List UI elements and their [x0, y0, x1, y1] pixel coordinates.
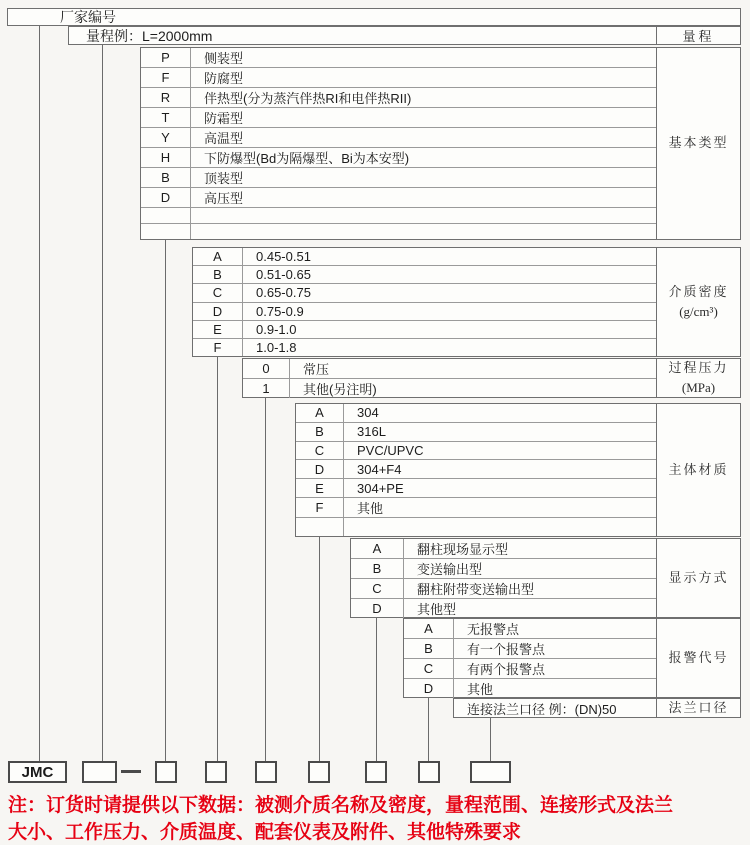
code-slot-box	[470, 761, 511, 783]
code-cell	[296, 518, 344, 536]
section-side-label-line: 法兰口径	[668, 699, 729, 715]
section-rows	[141, 48, 656, 239]
connector-line	[165, 240, 166, 761]
table-row	[296, 479, 656, 498]
table-row	[141, 88, 656, 108]
factory-number-label: 厂家编号	[60, 9, 116, 25]
connector-line	[217, 357, 218, 761]
description-cell: 有两个报警点	[467, 662, 546, 677]
table-row	[351, 599, 656, 618]
description-cell: 316L	[357, 424, 386, 440]
code-cell: B	[193, 266, 243, 283]
code-cell: A	[193, 248, 243, 265]
code-cell: F	[296, 498, 344, 517]
description-cell: 连接法兰口径 例：(DN)50	[467, 702, 617, 717]
description-cell: 侧装型	[204, 51, 244, 66]
description-cell: 304+F4	[357, 461, 402, 477]
table-row	[296, 404, 656, 423]
connector-line	[376, 618, 377, 761]
code-slot-box	[82, 761, 117, 783]
description-cell: 有一个报警点	[467, 642, 546, 657]
table-row	[351, 579, 656, 599]
section-basic-type	[140, 47, 741, 240]
table-row	[141, 128, 656, 148]
dash-separator	[121, 770, 141, 773]
section-side-label-line: 报警代号	[668, 649, 729, 665]
description-cell: 高温型	[204, 131, 244, 146]
code-cell: B	[141, 168, 191, 187]
code-cell: A	[296, 404, 344, 422]
table-row	[141, 148, 656, 168]
code-slot-box	[255, 761, 277, 783]
description-cell: 304	[357, 405, 379, 421]
description-cell: 防霜型	[204, 111, 244, 126]
model-prefix-box: JMC	[8, 761, 67, 783]
section-side-label	[656, 619, 740, 697]
section-side-label-line: 过程压力	[668, 359, 729, 375]
code-cell: A	[404, 619, 454, 638]
description-cell: 翻柱现场显示型	[417, 542, 509, 557]
description-cell: 0.9-1.0	[256, 321, 297, 337]
range-side-label: 量程	[656, 27, 740, 44]
section-rows	[351, 539, 656, 617]
code-cell: 1	[243, 379, 290, 398]
code-cell: 0	[243, 359, 290, 378]
section-flange-size	[453, 698, 741, 718]
description-cell: 其他	[357, 501, 384, 517]
table-row	[193, 303, 656, 321]
section-display-mode	[350, 538, 741, 618]
code-cell: D	[141, 188, 191, 207]
code-slot-box	[418, 761, 440, 783]
code-cell: R	[141, 88, 191, 107]
description-cell: 304+PE	[357, 480, 404, 496]
range-example-text: 量程例：L=2000mm	[86, 27, 213, 44]
code-cell: T	[141, 108, 191, 127]
section-side-label-line: 介质密度	[668, 283, 729, 299]
code-cell: E	[193, 321, 243, 338]
code-cell: B	[296, 423, 344, 441]
section-side-label	[656, 699, 740, 717]
table-row	[243, 359, 656, 379]
section-rows	[243, 359, 656, 397]
code-cell	[141, 224, 191, 239]
description-cell	[344, 518, 656, 536]
description-cell: 无报警点	[467, 622, 520, 637]
connector-line	[319, 537, 320, 761]
ordering-note	[8, 793, 748, 845]
code-cell: B	[404, 639, 454, 658]
code-slot-box	[308, 761, 330, 783]
code-cell: C	[404, 659, 454, 678]
section-side-label-line: 主体材质	[668, 461, 729, 477]
table-row	[141, 168, 656, 188]
table-row	[193, 266, 656, 284]
description-cell: 1.0-1.8	[256, 339, 297, 355]
code-cell: H	[141, 148, 191, 167]
code-cell: C	[296, 442, 344, 460]
table-row	[193, 248, 656, 266]
connector-line	[265, 398, 266, 761]
table-row	[141, 188, 656, 208]
description-cell	[191, 208, 656, 223]
connector-line	[428, 698, 429, 761]
description-cell	[191, 224, 656, 239]
description-cell: 变送输出型	[417, 562, 483, 577]
table-row	[141, 224, 656, 239]
description-cell: 防腐型	[204, 71, 244, 86]
table-row	[404, 619, 656, 639]
section-rows	[193, 248, 656, 356]
description-cell: 翻柱附带变送输出型	[417, 582, 535, 597]
section-body-material	[295, 403, 741, 537]
range-row	[68, 26, 741, 45]
code-cell: F	[141, 68, 191, 87]
section-side-label	[656, 404, 740, 536]
description-cell: 下防爆型(Bd为隔爆型、Bi为本安型)	[204, 151, 410, 166]
section-side-label-line: (g/cm³)	[679, 304, 718, 319]
table-row	[404, 639, 656, 659]
table-row	[296, 442, 656, 461]
table-row	[141, 108, 656, 128]
code-cell: P	[141, 48, 191, 67]
section-process-pressure	[242, 358, 741, 398]
description-cell: 0.51-0.65	[256, 267, 311, 283]
code-slot-box	[205, 761, 227, 783]
section-alarm-code	[403, 618, 741, 698]
table-row	[296, 460, 656, 479]
code-cell: D	[193, 303, 243, 320]
code-slot-box	[155, 761, 177, 783]
section-rows	[296, 404, 656, 536]
description-cell: 0.65-0.75	[256, 285, 311, 301]
table-row	[193, 339, 656, 356]
connector-line	[102, 45, 103, 761]
code-cell: E	[296, 479, 344, 497]
code-cell: C	[351, 579, 404, 598]
ordering-note-line1: 注：订货时请提供以下数据：被测介质名称及密度，量程范围、连接形式及法兰	[8, 795, 674, 816]
table-row	[404, 659, 656, 679]
section-side-label	[656, 48, 740, 239]
table-row	[351, 559, 656, 579]
connector-line	[490, 718, 491, 761]
description-cell: 高压型	[204, 191, 244, 206]
section-side-label	[656, 539, 740, 617]
table-row	[404, 679, 656, 698]
description-cell: 其他(另注明)	[303, 382, 377, 397]
code-cell: A	[351, 539, 404, 558]
code-cell: D	[351, 599, 404, 618]
description-cell: 其他	[467, 682, 494, 697]
section-side-label-line: 基本类型	[668, 135, 729, 151]
section-rows	[454, 699, 656, 717]
table-row	[141, 48, 656, 68]
description-cell: 其他型	[417, 602, 457, 617]
description-cell: 0.75-0.9	[256, 303, 304, 319]
description-cell: 0.45-0.51	[256, 249, 311, 265]
code-cell: F	[193, 339, 243, 356]
table-row	[141, 208, 656, 224]
section-side-label-line: 显示方式	[668, 569, 729, 585]
code-cell: D	[404, 679, 454, 698]
table-row	[193, 321, 656, 339]
section-side-label	[656, 359, 740, 397]
section-side-label-line: (MPa)	[681, 380, 716, 395]
table-row	[454, 699, 656, 718]
connector-line	[39, 26, 40, 761]
table-row	[296, 498, 656, 518]
code-cell	[141, 208, 191, 223]
table-row	[243, 379, 656, 398]
table-row	[193, 284, 656, 302]
description-cell: 伴热型(分为蒸汽伴热RI和电伴热RII)	[204, 91, 412, 106]
description-cell: 常压	[303, 362, 330, 377]
table-row	[141, 68, 656, 88]
description-cell: 顶装型	[204, 171, 244, 186]
section-side-label	[656, 248, 740, 356]
code-cell: D	[296, 460, 344, 478]
code-slot-box	[365, 761, 387, 783]
section-medium-density	[192, 247, 741, 357]
code-cell: B	[351, 559, 404, 578]
description-cell: PVC/UPVC	[357, 443, 424, 459]
table-row	[296, 518, 656, 536]
factory-number-row	[7, 8, 741, 26]
ordering-note-line2: 大小、工作压力、介质温度、配套仪表及附件、其他特殊要求	[8, 821, 522, 843]
code-cell: Y	[141, 128, 191, 147]
table-row	[296, 423, 656, 442]
table-row	[351, 539, 656, 559]
code-cell: C	[193, 284, 243, 301]
section-rows	[404, 619, 656, 697]
